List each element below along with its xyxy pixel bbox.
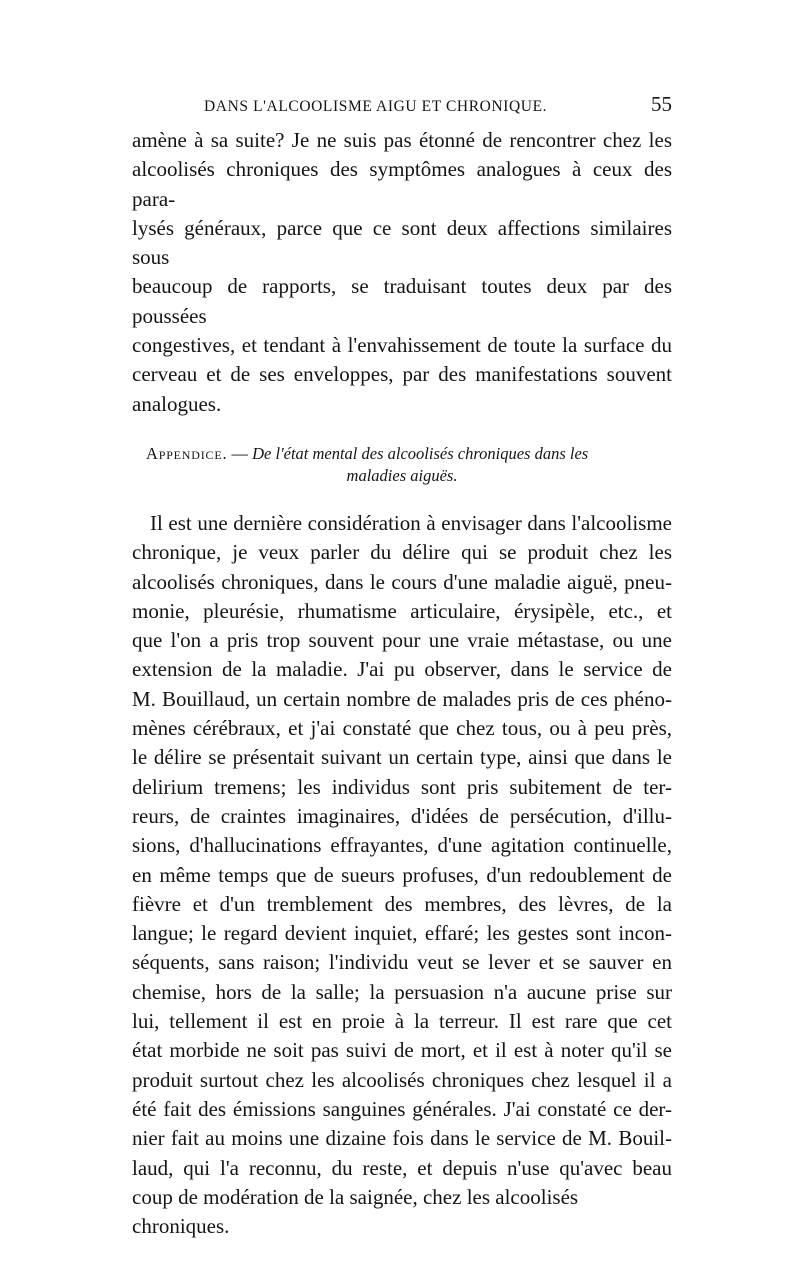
text-line: sions, d'hallucinations effrayantes, d'une agitation continuelle, bbox=[132, 833, 672, 858]
text-line: delirium tremens; les individus sont pris subitement de ter- bbox=[132, 774, 672, 799]
text-line: laud, qui l'a reconnu, du reste, et depuis n'use qu'avec beau bbox=[132, 1155, 672, 1180]
text-line: analogues. bbox=[132, 391, 222, 416]
text-line: M. Bouillaud, un certain nombre de malades pris de ces phéno- bbox=[132, 686, 672, 711]
text-line: fièvre et d'un tremblement des membres, des lèvres, de la bbox=[132, 891, 672, 916]
text-line: amène à sa suite? Je ne suis pas étonné de rencontrer chez les bbox=[132, 128, 672, 152]
running-title: DANS L'ALCOOLISME AIGU ET CHRONIQUE. bbox=[204, 98, 548, 115]
appendix-title: De l'état mental des alcoolisés chroniques dans les bbox=[252, 443, 589, 463]
text-line: lui, tellement il est en proie à la terreur. Il est rare que cet bbox=[132, 1009, 672, 1034]
text-line: congestives, et tendant à l'envahissement de toute la surface du bbox=[132, 333, 672, 358]
running-header bbox=[132, 92, 672, 124]
appendix-heading-line bbox=[132, 443, 672, 465]
text-line: langue; le regard devient inquiet, effaré; les gestes sont incon- bbox=[132, 921, 672, 946]
text-line: monie, pleurésie, rhumatisme articulaire, érysipèle, etc., et bbox=[132, 598, 672, 623]
appendix-dash: — bbox=[227, 443, 253, 463]
text-line: Il est une dernière considération à envisager dans l'alcoolisme bbox=[150, 510, 672, 535]
text-line: chronique, je veux parler du délire qui se produit chez les bbox=[132, 540, 672, 565]
appendix-heading bbox=[132, 443, 672, 487]
text-line: alcoolisés chroniques des symptômes analogues à ceux des para- bbox=[132, 157, 672, 211]
paragraph-2 bbox=[132, 509, 672, 1241]
text-line: nier fait au moins une dizaine fois dans le service de M. Bouil- bbox=[132, 1126, 672, 1151]
text-line: reurs, de craintes imaginaires, d'idées de persécution, d'illu- bbox=[132, 803, 672, 828]
appendix-label: Appendice. bbox=[146, 443, 228, 463]
text-line: que l'on a pris trop souvent pour une vraie métastase, ou une bbox=[132, 628, 672, 653]
text-line: chemise, hors de la salle; la persuasion n'a aucune prise sur bbox=[132, 979, 672, 1004]
book-page bbox=[132, 92, 672, 1241]
text-line: séquents, sans raison; l'individu veut se lever et se sauver en bbox=[132, 950, 672, 975]
text-line: été fait des émissions sanguines générales. J'ai constaté ce der- bbox=[132, 1096, 672, 1121]
text-line: coup de modération de la saignée, chez les alcoolisés chroniques. bbox=[132, 1184, 579, 1239]
text-line: lysés généraux, parce que ce sont deux affections similaires sous bbox=[132, 215, 672, 270]
text-line: produit surtout chez les alcoolisés chroniques chez lesquel il a bbox=[132, 1067, 672, 1092]
text-line: extension de la maladie. J'ai pu observer, dans le service de bbox=[132, 657, 672, 682]
page-number: 55 bbox=[651, 92, 672, 116]
text-line: en même temps que de sueurs profuses, d'un redoublement de bbox=[132, 862, 672, 887]
text-line: état morbide ne soit pas suivi de mort, et il est à noter qu'il se bbox=[132, 1038, 672, 1063]
text-line: beaucoup de rapports, se traduisant toutes deux par des poussées bbox=[132, 274, 672, 328]
text-line: mènes cérébraux, et j'ai constaté que chez tous, ou à peu près, bbox=[132, 716, 672, 741]
text-line: cerveau et de ses enveloppes, par des manifestations souvent bbox=[132, 362, 672, 387]
text-line: alcoolisés chroniques, dans le cours d'une maladie aiguë, pneu- bbox=[132, 569, 672, 594]
appendix-title-continued: maladies aiguës. bbox=[346, 465, 458, 485]
paragraph-1 bbox=[132, 126, 672, 419]
text-line: le délire se présentait suivant un certain type, ainsi que dans le bbox=[132, 745, 672, 770]
